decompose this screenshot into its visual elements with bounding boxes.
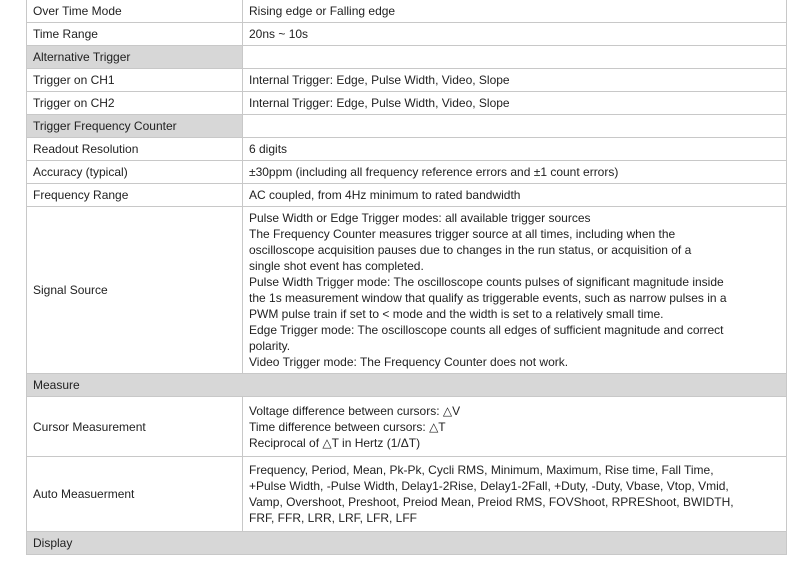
table-row (27, 161, 787, 184)
signal-source-row (27, 207, 787, 374)
row-label: Signal Source (27, 207, 243, 374)
row-label: Cursor Measurement (27, 397, 243, 457)
table-row (27, 23, 787, 46)
table-row (27, 69, 787, 92)
value-line: the 1s measurement window that qualify as triggerable events, such as narrow pulses in a (249, 291, 727, 305)
cursor-measurement-value (243, 397, 787, 457)
auto-measurement-value (243, 457, 787, 532)
value-line: FRF, FFR, LRR, LRF, LFR, LFF (249, 511, 418, 525)
value-line: The Frequency Counter measures trigger source at all times, including when the (249, 227, 676, 241)
value-line: PWM pulse train if set to < mode and the width is set to a relatively small time. (249, 307, 664, 321)
value-line: Reciprocal of △T in Hertz (1/ΔT) (249, 435, 421, 450)
section-row (27, 46, 787, 69)
row-value (243, 115, 787, 138)
section-row (27, 532, 787, 555)
value-line: Time difference between cursors: △T (249, 419, 446, 434)
value-line: single shot event has completed. (249, 259, 424, 273)
value-line: Pulse Width or Edge Trigger modes: all available trigger sources (249, 211, 591, 225)
row-label: Trigger on CH1 (27, 69, 243, 92)
row-value: Internal Trigger: Edge, Pulse Width, Video, Slope (243, 69, 787, 92)
table-row (27, 92, 787, 115)
row-value: Internal Trigger: Edge, Pulse Width, Video, Slope (243, 92, 787, 115)
section-label: Alternative Trigger (27, 46, 243, 69)
table-row (27, 138, 787, 161)
table-row (27, 184, 787, 207)
auto-measurement-row (27, 457, 787, 532)
row-label: Auto Measuerment (27, 457, 243, 532)
row-label: Accuracy (typical) (27, 161, 243, 184)
section-label: Measure (27, 374, 787, 397)
row-label: Trigger on CH2 (27, 92, 243, 115)
row-label: Readout Resolution (27, 138, 243, 161)
value-line: Video Trigger mode: The Frequency Counter does not work. (249, 355, 569, 369)
section-row (27, 374, 787, 397)
value-line: oscilloscope acquisition pauses due to changes in the run status, or acquisition of a (249, 243, 692, 257)
row-value (243, 46, 787, 69)
row-value: 6 digits (243, 138, 787, 161)
value-line: +Pulse Width, -Pulse Width, Delay1-2Rise, Delay1-2Fall, +Duty, -Duty, Vbase, Vtop, Vmid, (249, 479, 729, 493)
row-value: 20ns ~ 10s (243, 23, 787, 46)
section-label: Trigger Frequency Counter (27, 115, 243, 138)
value-line: Voltage difference between cursors: △V (249, 403, 461, 418)
row-value: Rising edge or Falling edge (243, 0, 787, 23)
section-label: Display (27, 532, 787, 555)
cursor-measurement-row (27, 397, 787, 457)
row-label: Frequency Range (27, 184, 243, 207)
row-value: AC coupled, from 4Hz minimum to rated bandwidth (243, 184, 787, 207)
row-label: Over Time Mode (27, 0, 243, 23)
value-line: Frequency, Period, Mean, Pk-Pk, Cycli RMS, Minimum, Maximum, Rise time, Fall Time, (249, 463, 714, 477)
table-row (27, 0, 787, 23)
value-line: Edge Trigger mode: The oscilloscope counts all edges of sufficient magnitude and correct (249, 323, 724, 337)
value-line: polarity. (249, 339, 291, 353)
section-row (27, 115, 787, 138)
row-value: ±30ppm (including all frequency reference errors and ±1 count errors) (243, 161, 787, 184)
spec-table (26, 0, 787, 555)
value-line: Vamp, Overshoot, Preshoot, Preiod Mean, Preiod RMS, FOVShoot, RPREShoot, BWIDTH, (249, 495, 734, 509)
row-label: Time Range (27, 23, 243, 46)
signal-source-value (243, 207, 787, 374)
value-line: Pulse Width Trigger mode: The oscilloscope counts pulses of significant magnitude inside (249, 275, 724, 289)
